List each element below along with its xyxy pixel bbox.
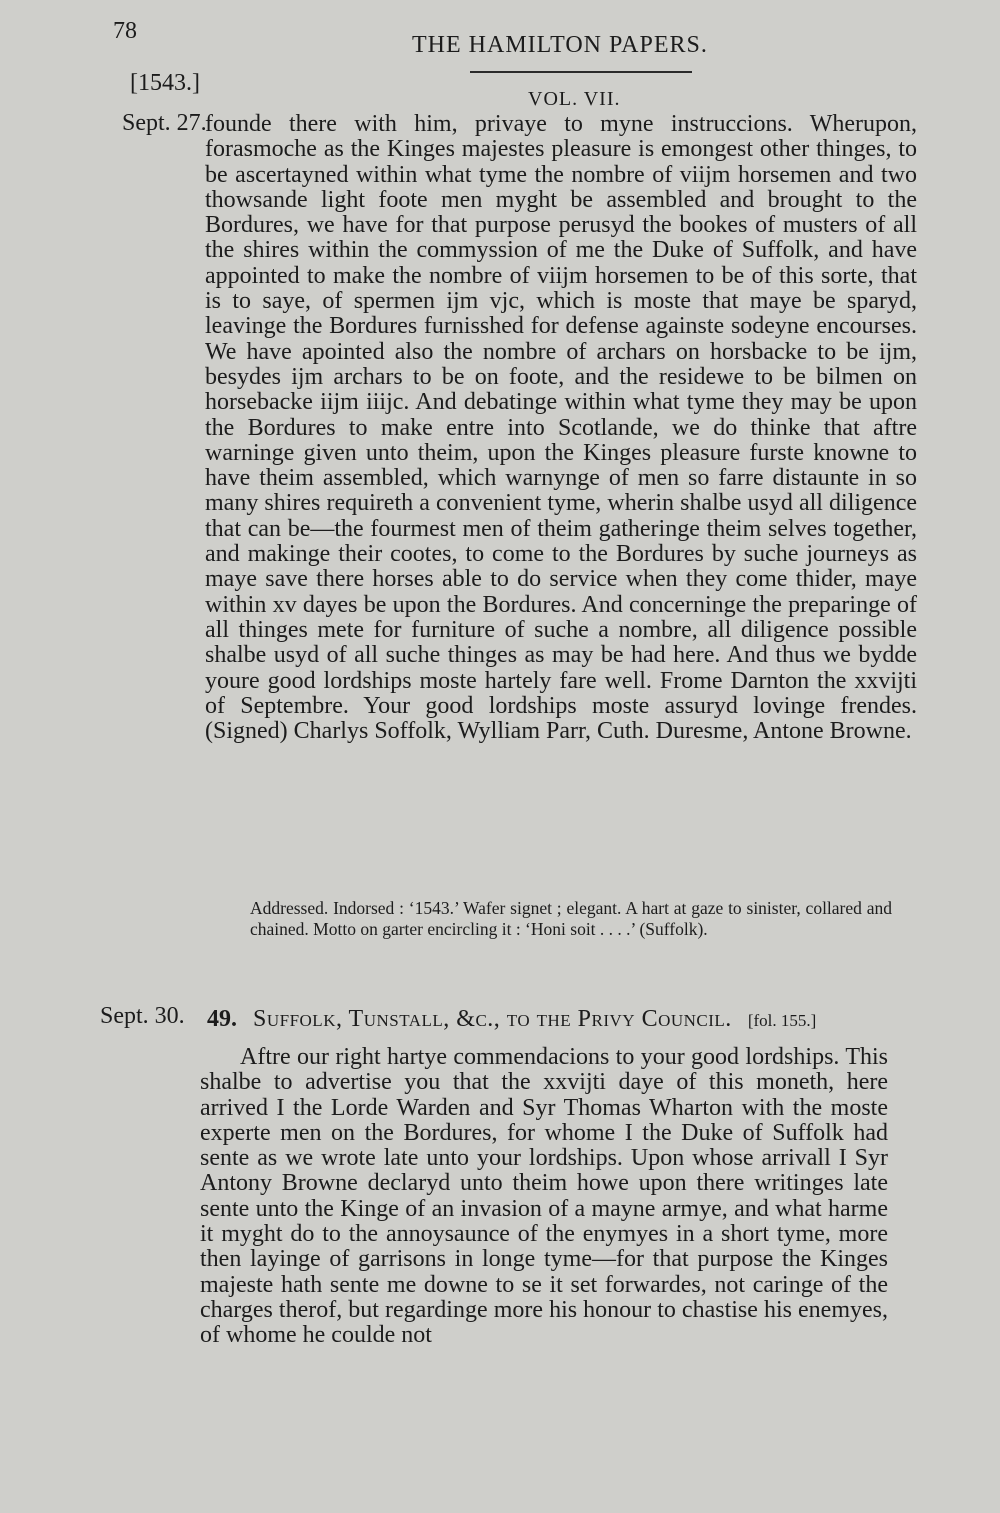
margin-date-letter-49: Sept. 30. [100,1003,185,1029]
header-rule [470,71,692,73]
entry-number: 49. [207,1006,237,1032]
letter-49-paragraph: Aftre our right hartye commendacions to your good lordships. This shalbe to advertise you that the xxvijti daye of this moneth, here arrived I the Lorde Warden and Syr Thomas Wharton with the moste experte men on the Bordures, for whome I the Duke of Suffolk had sente as we wrote late unto your lordships. Upon whose arrivall I Syr Antony Browne declaryd unto theim howe upon there writinges late sente unto the Kinge of an invasion of a mayne armye, and what harme it myght do to the annoysaunce of the enymyes in a short tyme, more then layinge of garrisons in longe tyme—for that purpose the Kinges majeste hath sente me downe to se it set forwardes, not caringe of the charges therof, but regardinge more his honour to chastise his enemyes, of whome he coulde not [200,1044,888,1349]
running-head: THE HAMILTON PAPERS. [412,32,708,58]
endorsement-text: Addressed. Indorsed : ‘1543.’ Wafer signet ; elegant. A hart at gaze to sinister, collared and chained. Motto on garter encircling it : ‘Honi soit . . . .’ (Suffolk). [250,898,892,939]
letter-48-body [205,112,917,744]
letter-48-paragraph: founde there with him, privaye to myne instruccions. Wherupon, forasmoche as the Kinges majestes pleasure is emongest other thinges, to be ascertayned within what tyme the nombre of viijm horsemen and two thowsande light foote men myght be assembled and brought to the Bordures, we have for that purpose perusyd the bookes of musters of all the shires within the commyssion of me the Duke of Suffolk, and have appointed to make the nombre of viijm horsemen to be of this sorte, that is to saye, of spermen ijm vjc, which is moste that maye be sparyd, leavinge the Bordures furnisshed for defense againste sodeyne encourses. We have apointed also the nombre of archars on horsbacke to be ijm, besydes ijm archars to be on foote, and the residewe to be bilmen on horsebacke iijm iiijc. And debatinge within what tyme they may be upon the Bordures to make entre into Scotlande, we do thinke that aftre warninge given unto theim, upon the Kinges pleasure furste knowne to have theim assembled, which warnynge of men so farre distaunte in so many shires requireth a convenient tyme, wherin shalbe usyd all diligence that can be—the fourmest men of theim gatheringe theim selves together, and makinge their cootes, to come to the Bordures by suche journeys as maye save there horses able to do service when they come thider, maye within xv dayes be upon the Bordures. And concerninge the preparinge of all thinges mete for furniture of suche a nombre, all diligence possible shalbe usyd of all suche thinges as may be had here. And thus we bydde youre good lordships moste hartely fare well. Frome Darnton the xxvijti of Septembre. Your good lordships moste assuryd lovinge frendes. (Signed) Charlys Soffolk, Wylliam Parr, Cuth. Duresme, Antone Browne. [205,111,917,745]
year-bracket: [1543.] [130,70,200,96]
entry-title: Suffolk, Tunstall, &c., to the Privy Council. [253,1006,732,1032]
page-number: 78 [113,18,137,44]
margin-date-letter-48: Sept. 27. [122,110,207,136]
letter-49-heading [207,1006,816,1033]
letter-49-body [200,1045,888,1349]
volume-label: VOL. VII. [528,88,621,110]
folio-reference: [fol. 155.] [747,1011,817,1030]
endorsement-note [200,898,892,940]
